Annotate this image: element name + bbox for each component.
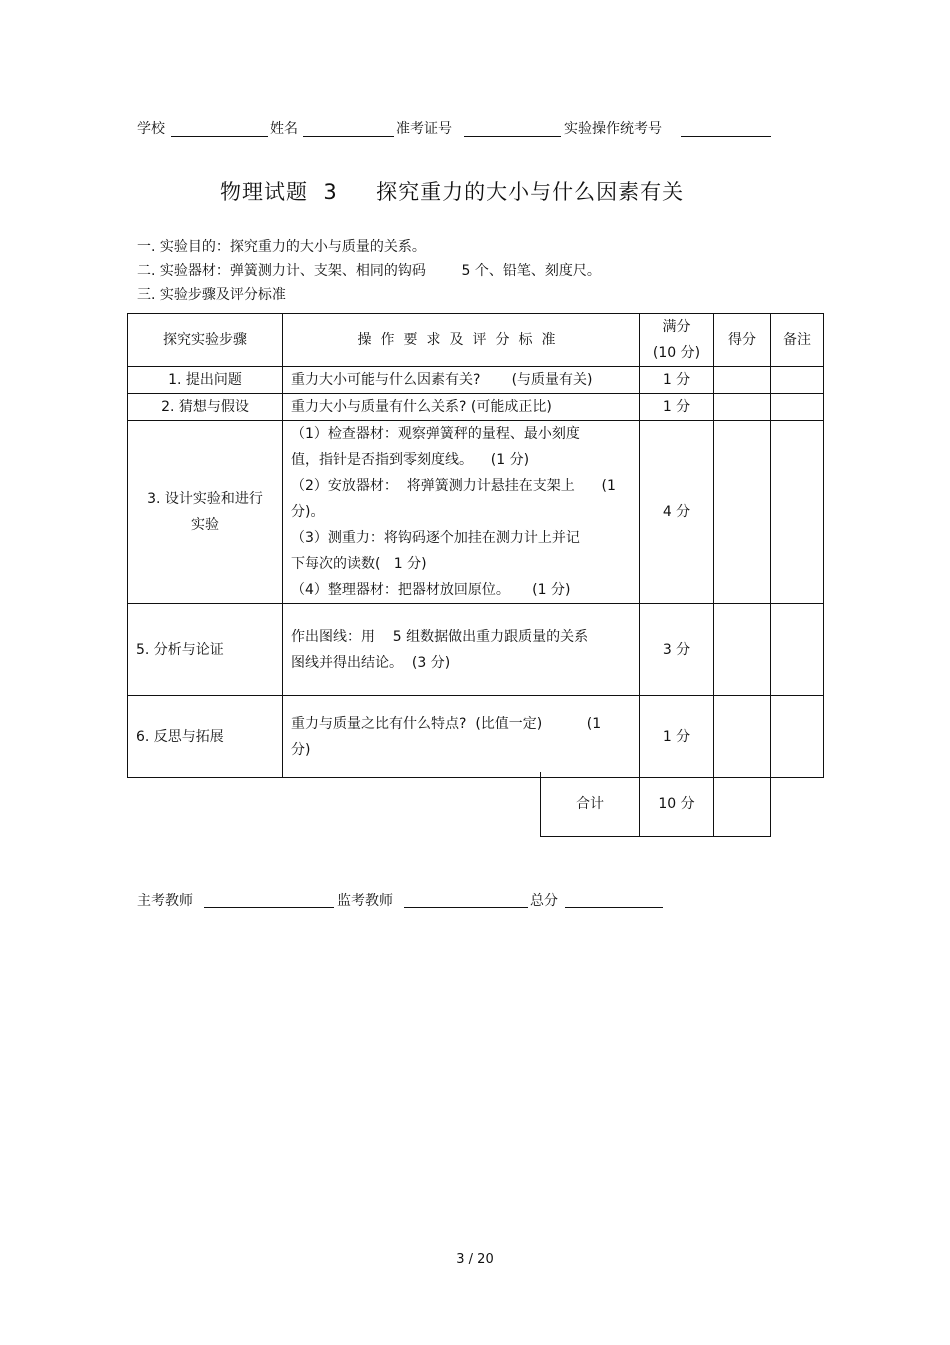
full-score-cell: 1 分 [640, 696, 714, 778]
intro-steps: 三. 实验步骤及评分标准 [137, 287, 286, 303]
header-step: 探究实验步骤 [128, 314, 283, 367]
step-cell: 1. 提出问题 [128, 367, 283, 394]
school-label: 学校 [137, 121, 165, 137]
full-score-cell: 4 分 [640, 421, 714, 604]
full-score-cell: 3 分 [640, 604, 714, 696]
total-score-cell[interactable] [714, 772, 771, 836]
header-full-score [640, 314, 714, 367]
intro-materials: 二. 实验器材：弹簧测力计、支架、相同的钩码 5 个、铅笔、刻度尺。 [137, 263, 601, 279]
table-row [128, 604, 824, 696]
criteria-line: （1）检查器材：观察弹簧秤的量程、最小刻度 [291, 426, 580, 442]
score-cell[interactable] [714, 604, 771, 696]
lab-id-field[interactable] [681, 136, 771, 137]
criteria-line: 作出图线：用 5 组数据做出重力跟质量的关系 [291, 628, 589, 645]
full-score-cell: 1 分 [640, 367, 714, 394]
criteria-line: 重力与质量之比有什么特点? (比值一定) (1 [291, 715, 602, 732]
exam-id-field[interactable] [464, 136, 561, 137]
criteria-line: （2）安放器材： 将弹簧测力计悬挂在支架上 (1 [291, 478, 616, 494]
page-title: 物理试题 3 探究重力的大小与什么因素有关 [220, 180, 685, 204]
remark-cell[interactable] [771, 696, 824, 778]
table-header-row [128, 314, 824, 367]
lab-id-label: 实验操作统考号 [564, 121, 662, 137]
remark-cell[interactable] [771, 604, 824, 696]
total-score-field[interactable] [565, 907, 663, 908]
step-line: 实验 [191, 517, 219, 533]
remark-cell[interactable] [771, 367, 824, 394]
score-cell[interactable] [714, 367, 771, 394]
total-score-label: 总分 [530, 893, 558, 909]
table-row [128, 394, 824, 421]
page-number: 3 / 20 [456, 1252, 494, 1267]
chief-examiner-label: 主考教师 [137, 893, 193, 909]
header-score: 得分 [714, 314, 771, 367]
header-full-line2: (10 分) [652, 345, 701, 361]
name-field[interactable] [303, 136, 394, 137]
total-table [540, 772, 771, 837]
header-full-line1: 满分 [662, 319, 691, 335]
criteria-line: 分)。 [291, 504, 325, 520]
school-field[interactable] [171, 136, 268, 137]
step-line: 3. 设计实验和进行 [147, 491, 263, 507]
criteria-line: 分) [291, 741, 311, 758]
proctor-field[interactable] [404, 907, 528, 908]
score-cell[interactable] [714, 421, 771, 604]
header-criteria: 操作要求及评分标准 [283, 314, 640, 367]
criteria-cell [283, 604, 640, 696]
total-row [541, 772, 771, 836]
grading-table [127, 313, 824, 778]
criteria-line: 图线并得出结论。 (3 分) [291, 654, 451, 671]
criteria-cell: 重力大小可能与什么因素有关? (与质量有关) [283, 367, 640, 394]
criteria-line: 下每次的读数( 1 分) [291, 556, 427, 572]
total-label: 合计 [541, 772, 640, 836]
chief-examiner-field[interactable] [204, 907, 334, 908]
criteria-line: （4）整理器材：把器材放回原位。 (1 分) [291, 582, 571, 598]
exam-id-label: 准考证号 [396, 121, 452, 137]
full-score-cell: 1 分 [640, 394, 714, 421]
step-cell: 2. 猜想与假设 [128, 394, 283, 421]
criteria-cell [283, 421, 640, 604]
proctor-label: 监考教师 [337, 893, 393, 909]
total-value: 10 分 [640, 772, 714, 836]
score-cell[interactable] [714, 696, 771, 778]
intro-purpose: 一. 实验目的：探究重力的大小与质量的关系。 [137, 239, 426, 255]
step-cell [128, 421, 283, 604]
step-cell: 6. 反思与拓展 [128, 696, 283, 778]
score-cell[interactable] [714, 394, 771, 421]
remark-cell[interactable] [771, 421, 824, 604]
criteria-cell: 重力大小与质量有什么关系? (可能成正比) [283, 394, 640, 421]
criteria-cell [283, 696, 640, 778]
remark-cell[interactable] [771, 394, 824, 421]
name-label: 姓名 [270, 121, 298, 137]
criteria-line: 值，指针是否指到零刻度线。 (1 分) [291, 452, 530, 468]
step-cell: 5. 分析与论证 [128, 604, 283, 696]
table-row [128, 367, 824, 394]
table-row [128, 696, 824, 778]
criteria-line: （3）测重力：将钩码逐个加挂在测力计上并记 [291, 530, 580, 546]
header-remark: 备注 [771, 314, 824, 367]
table-row [128, 421, 824, 604]
